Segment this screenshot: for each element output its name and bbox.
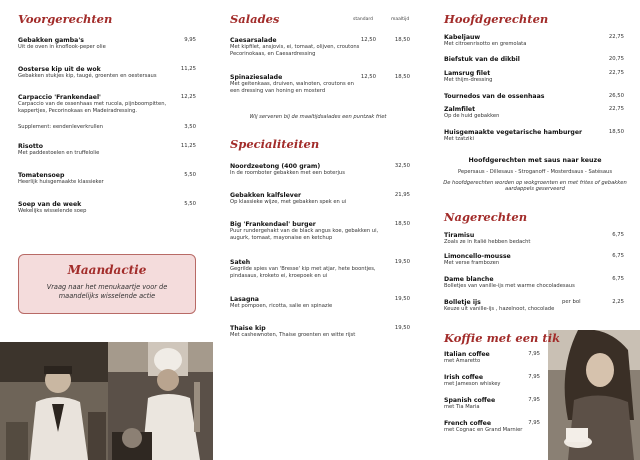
item-desc: Op klassieke wijze, met gebakken spek en ui: [230, 199, 347, 206]
item-price-maaltijd: 18,50: [394, 74, 410, 80]
item-desc: Gebakken stukjes kip, taugé, groenten en oestersaus: [18, 73, 157, 80]
maandactie-title: Maandactie: [67, 263, 147, 277]
item-price: 12,25: [180, 94, 196, 100]
item-desc: In de roomboter gebakken met een boterjus: [230, 170, 345, 177]
waiter-photo-image: [0, 342, 108, 460]
menu-item: [444, 351, 514, 365]
item-desc: Met kipfilet, ansjovis, ei, tomaat, olijven, croutons Pecorinokaas, en Caesardressing: [230, 44, 360, 57]
item-name: Sateh: [230, 259, 251, 266]
item-name: Caesarsalade: [230, 37, 277, 44]
section-title-nagerechten: Nagerechten: [444, 210, 528, 224]
menu-item: [18, 37, 168, 51]
item-price: 19,50: [394, 296, 410, 302]
menu-item: [444, 374, 514, 388]
item-name: Dame blanche: [444, 276, 494, 283]
menu-item: [444, 253, 594, 267]
item-name: Limoncello-mousse: [444, 253, 511, 260]
menu-item: [230, 296, 380, 310]
hoofdgerechten-note: De hoofdgerechten worden op wokgroenten en met frites of gebakken aardappels geserveerd: [443, 180, 627, 192]
item-name: Oosterse kip uit de wok: [18, 66, 101, 73]
menu-item: [444, 93, 594, 100]
menu-item: [444, 34, 594, 48]
menu-item: [230, 163, 380, 177]
menu-item: [230, 192, 380, 206]
item-name: Gebakken kalfslever: [230, 192, 302, 199]
item-name: Bolletje ijs: [444, 299, 481, 306]
item-price-maaltijd: 18,50: [394, 37, 410, 43]
menu-item: [444, 129, 594, 143]
item-desc: Met geitenkaas, druiven, walnoten, croutons en een dressing van honing en mosterd: [230, 81, 354, 94]
salades-note: Wij serveren bij de maaltijdsalades een puntzak friet: [249, 114, 387, 120]
item-name: Carpaccio 'Frankendael': [18, 94, 101, 101]
item-desc: Gegrilde spies van 'Bresse' kip met atjar, hete boontjes, pindasaus, kroketo ei, kroepoek en ui: [230, 266, 376, 279]
item-price: 3,50: [184, 124, 196, 130]
item-desc: Uit de oven in knoflook-peper olie: [18, 44, 106, 51]
item-desc: Met paddestoelen en truffelolie: [18, 150, 100, 157]
item-desc: Carpaccio van de ossenhaas met rucola, pijnboompitten, kappertjes, Pecorinokaas en Madeiradressing.: [18, 101, 167, 114]
menu-item: [444, 420, 524, 434]
chef-photo: [108, 342, 213, 460]
menu-item: [230, 37, 362, 57]
section-title-specialiteiten: Specialiteiten: [230, 137, 320, 151]
section-title-hoofdgerechten: Hoofdgerechten: [444, 12, 549, 26]
menu-item: [444, 397, 514, 411]
item-name: Lasagna: [230, 296, 259, 303]
sauce-list: Pepersaus - Dillesaus - Stroganoff - Mosterdsaus - Satésaus: [457, 169, 613, 175]
waiter-photo: [0, 342, 108, 460]
item-name: Kabeljauw: [444, 34, 481, 41]
item-desc: Puur rundergehakt van de black angus koe, gebakken ui, augurk, tomaat, mayonaise en ketchup: [230, 228, 379, 241]
item-name: Biefstuk van de dikbil: [444, 56, 520, 63]
item-unit: per bol: [562, 299, 581, 305]
item-price: 7,95: [528, 420, 540, 426]
item-name: Thaise kip: [230, 325, 266, 332]
item-price: 6,75: [612, 276, 624, 282]
item-name: Zalmfilet: [444, 106, 476, 113]
item-desc: Wekelijks wisselende soep: [18, 208, 87, 215]
item-price: 19,50: [394, 259, 410, 265]
item-price: 5,50: [184, 172, 196, 178]
item-desc: Met tzatziki: [444, 136, 474, 143]
item-price: 22,75: [608, 70, 624, 76]
maandactie-box: [18, 254, 196, 314]
column-header-maaltijd: maaltijd: [391, 17, 410, 22]
menu-item: [444, 276, 594, 290]
item-price: 32,50: [394, 163, 410, 169]
item-desc: met Amaretto: [444, 358, 481, 365]
item-desc: Heerlijk huisgemaakte klassieker: [18, 179, 104, 186]
item-desc: Met thijm-dressing: [444, 77, 493, 84]
item-name: Tiramisu: [444, 232, 475, 239]
chef-photo-image: [108, 342, 213, 460]
item-desc: met Cognac en Grand Marnier: [444, 427, 523, 434]
item-name: Tournedos van de ossenhaas: [444, 93, 545, 100]
item-name: Spinaziesalade: [230, 74, 283, 81]
section-title-voorgerechten: Voorgerechten: [18, 12, 113, 26]
item-price-standard: 12,50: [360, 37, 376, 43]
item-price: 11,25: [180, 143, 196, 149]
menu-item: [230, 325, 380, 339]
menu-item: [18, 94, 168, 114]
item-name: Risotto: [18, 143, 43, 150]
item-price: 7,95: [528, 374, 540, 380]
item-desc: Keuze uit vanille-ijs , hazelnoot, chocolade: [444, 306, 555, 313]
menu-item: [230, 74, 362, 94]
menu-item: [444, 106, 594, 120]
item-price: 20,75: [608, 56, 624, 62]
column-header-standard: standard: [353, 17, 373, 22]
item-price: 22,75: [608, 34, 624, 40]
item-name: Tomatensoep: [18, 172, 65, 179]
menu-item: [18, 172, 168, 186]
item-desc: Supplement: eendenleverkrullen: [18, 124, 104, 130]
item-price: 19,50: [394, 325, 410, 331]
item-name: Noordzeetong (400 gram): [230, 163, 321, 170]
item-price: 6,75: [612, 232, 624, 238]
menu-item: [444, 70, 594, 84]
item-desc: Op de huid gebakken: [444, 113, 500, 120]
item-desc: Met pompoen, ricotta, salie en spinazie: [230, 303, 333, 310]
item-desc: Zoals ze in Italië hebben bedacht: [444, 239, 531, 246]
section-title-koffie: Koffie met een tik: [444, 331, 561, 345]
item-desc: met Tia Maria: [444, 404, 480, 411]
menu-item: [18, 143, 168, 157]
item-desc: met Jameson whiskey: [444, 381, 501, 388]
item-name: Spanish coffee: [444, 397, 496, 404]
item-name: Huisgemaakte vegetarische hamburger: [444, 129, 583, 136]
menu-item: [230, 221, 380, 241]
item-price: 2,25: [612, 299, 624, 305]
item-desc: Met citroenrisotto en gremolata: [444, 41, 527, 48]
menu-item: [18, 201, 168, 215]
item-name: French coffee: [444, 420, 492, 427]
item-price: 22,75: [608, 106, 624, 112]
item-desc: Bolletjes van vanille-ijs met warme chocoladesaus: [444, 283, 575, 290]
koffie-section-bg: [430, 330, 548, 460]
item-name: Big 'Frankendael' burger: [230, 221, 316, 228]
section-title-salades: Salades: [230, 12, 280, 26]
item-desc: Met cashewnoten, Thaise groenten en witte rijst: [230, 332, 356, 339]
item-price: 11,25: [180, 66, 196, 72]
menu-item: [444, 232, 594, 246]
maandactie-text: Vraag naar het menukaartje voor de maandelijks wisselende actie: [46, 283, 168, 300]
item-price-standard: 12,50: [360, 74, 376, 80]
item-price: 7,95: [528, 351, 540, 357]
item-name: Gebakken gamba's: [18, 37, 84, 44]
menu-item: [444, 56, 594, 63]
item-price: 18,50: [608, 129, 624, 135]
item-desc: Met verse frambozen: [444, 260, 500, 267]
sauce-title: Hoofdgerechten met saus naar keuze: [468, 157, 602, 164]
item-name: Italian coffee: [444, 351, 490, 358]
menu-item: [230, 259, 380, 279]
item-price: 9,95: [184, 37, 196, 43]
item-price: 7,95: [528, 397, 540, 403]
item-price: 26,50: [608, 93, 624, 99]
coffee-pour-photo: [548, 330, 640, 460]
item-name: Irish coffee: [444, 374, 484, 381]
item-price: 18,50: [394, 221, 410, 227]
item-name: Lamsrug filet: [444, 70, 491, 77]
coffee-pour-photo-image: [548, 330, 640, 460]
menu-item: [18, 66, 168, 80]
item-price: 5,50: [184, 201, 196, 207]
menu-item-supplement: [18, 124, 168, 130]
item-name: Soep van de week: [18, 201, 82, 208]
item-price: 21,95: [394, 192, 410, 198]
item-price: 6,75: [612, 253, 624, 259]
